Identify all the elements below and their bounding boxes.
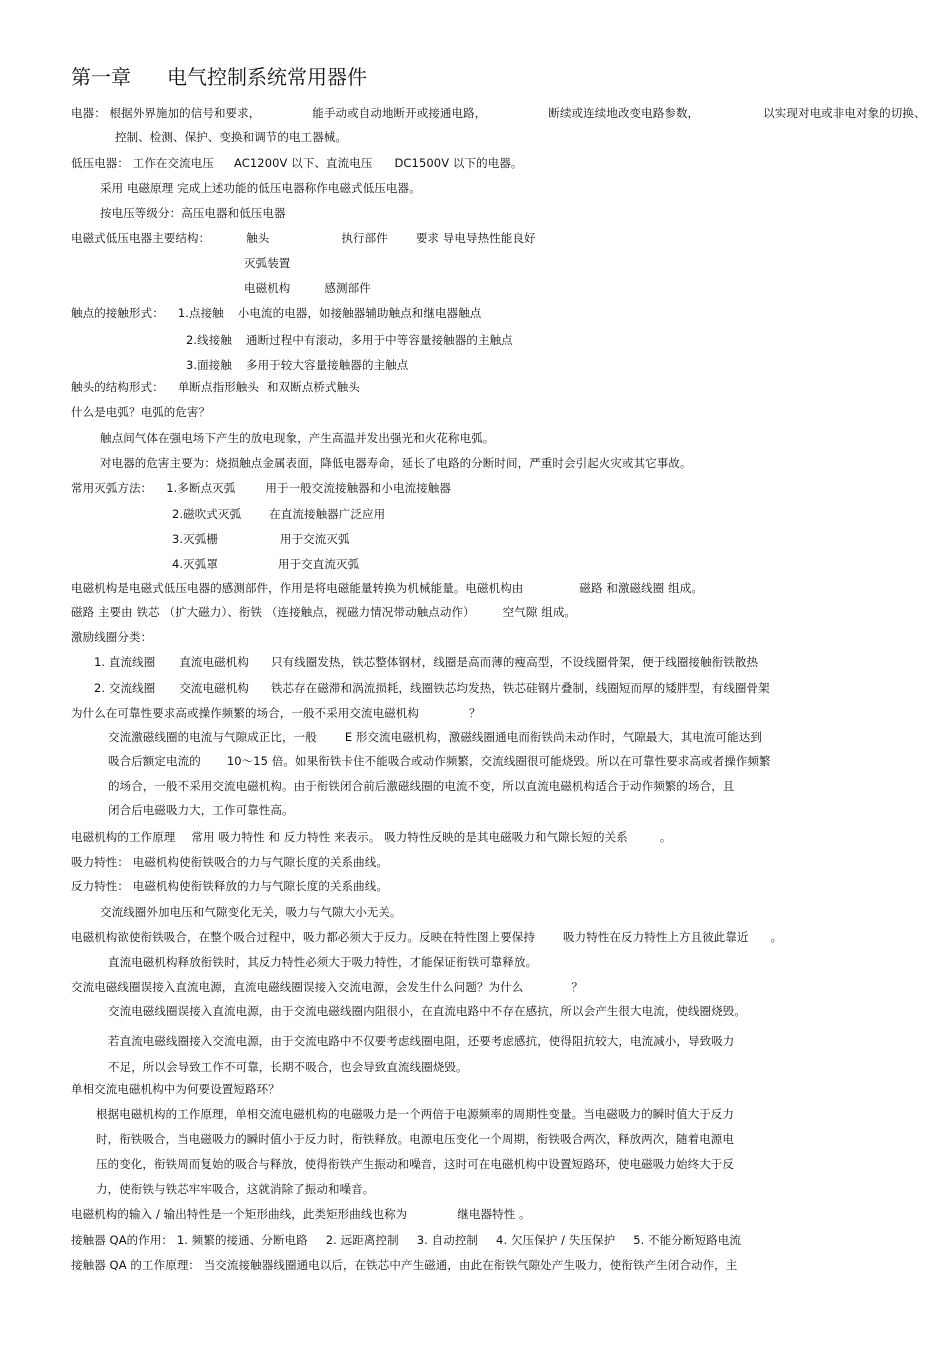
text-segment: 反力特性： 电磁机构使衔铁释放的力与气隙长度的关系曲线。 bbox=[71, 879, 388, 893]
text-segment: 触点间气体在强电场下产生的放电现象，产生高温并发出强光和火花称电弧。 bbox=[100, 431, 495, 445]
text-line bbox=[244, 280, 371, 296]
text-segment: 吸力特性在反力特性上方且彼此靠近 bbox=[563, 930, 749, 944]
chapter-number: 第一章 bbox=[71, 65, 131, 89]
text-segment: 不足，所以会导致工作不可靠，长期不吸合，也会导致直流线圈烧毁。 bbox=[108, 1060, 468, 1074]
text-line bbox=[71, 305, 481, 321]
text-segment: DC1500V 以下的电器。 bbox=[394, 156, 523, 170]
text-segment: 直流电磁机构释放衔铁时，其反力特性必须大于吸力特性，才能保证衔铁可靠释放。 bbox=[108, 955, 538, 969]
text-segment: 。 bbox=[659, 830, 672, 844]
text-segment: 3.灭弧栅 bbox=[172, 532, 218, 546]
text-line bbox=[71, 854, 388, 870]
text-segment: 压的变化，衔铁周而复始的吸合与释放，使得衔铁产生振动和噪音，这时可在电磁机构中设置短路环，使电磁吸力始终大于反 bbox=[96, 1157, 734, 1171]
text-segment: 2. 交流线圈 bbox=[94, 681, 156, 695]
text-segment: 用于交直流灭弧 bbox=[277, 557, 360, 571]
text-segment: 触点的接触形式： bbox=[71, 306, 164, 320]
text-segment: AC1200V 以下、直流电压 bbox=[233, 156, 373, 170]
text-segment: 继电器特性 。 bbox=[457, 1207, 531, 1221]
text-segment: 和双断点桥式触头 bbox=[267, 380, 360, 394]
text-segment: 交流激磁线圈的电流与气隙成正比，一般 bbox=[108, 730, 317, 744]
text-line bbox=[100, 904, 402, 920]
text-segment: 单断点指形触头 bbox=[177, 380, 260, 394]
text-line bbox=[71, 929, 782, 945]
text-segment: 根据电磁机构的工作原理，单相交流电磁机构的电磁吸力是一个两倍于电源频率的周期性变量。当电磁吸力的瞬时值大于反力 bbox=[96, 1107, 734, 1121]
text-segment: 在直流接触器广泛应用 bbox=[269, 507, 386, 521]
text-segment: 5. 不能分断短路电流 bbox=[633, 1233, 741, 1247]
text-line bbox=[71, 705, 481, 721]
text-segment: 单相交流电磁机构中为何要设置短路环？ bbox=[71, 1082, 280, 1096]
text-line bbox=[108, 778, 734, 794]
text-segment: 力，使衔铁与铁芯牢牢吸合，这就消除了振动和噪音。 bbox=[96, 1182, 375, 1196]
text-line bbox=[172, 531, 350, 547]
text-line bbox=[108, 1003, 746, 1019]
text-segment: 吸合后额定电流的 bbox=[108, 754, 201, 768]
text-segment: 铁芯存在磁滞和涡流损耗，线圈铁芯均发热，铁芯硅钢片叠制，线圈短而厚的矮胖型，有线圈骨架 bbox=[270, 681, 770, 695]
text-line bbox=[100, 205, 286, 221]
text-line bbox=[108, 729, 762, 745]
text-segment: 什么是电弧？电弧的危害？ bbox=[71, 405, 211, 419]
text-line bbox=[71, 1232, 741, 1248]
text-segment: 交流电磁线圈误接入直流电源，由于交流电磁线圈内阻很小，在直流电路中不存在感抗，所以会产生很大电流，使线圈烧毁。 bbox=[108, 1004, 746, 1018]
text-line bbox=[108, 1059, 468, 1075]
text-line bbox=[96, 1156, 734, 1172]
text-segment: 激励线圈分类： bbox=[71, 630, 153, 644]
text-line bbox=[100, 430, 494, 446]
text-line bbox=[94, 654, 758, 670]
text-segment: 触头的结构形式： bbox=[71, 380, 164, 394]
text-line bbox=[108, 954, 537, 970]
text-segment: 能手动或自动地断开或接通电路， bbox=[312, 106, 487, 120]
text-segment: 吸力特性： 电磁机构使衔铁吸合的力与气隙长度的关系曲线。 bbox=[71, 855, 388, 869]
text-segment: 多用于较大容量接触器的主触点 bbox=[245, 358, 409, 372]
text-line bbox=[71, 1206, 531, 1222]
text-line bbox=[94, 680, 770, 696]
text-segment: 2. 远距离控制 bbox=[325, 1233, 399, 1247]
text-segment: 电磁机构 bbox=[244, 281, 291, 295]
text-line bbox=[71, 580, 703, 596]
chapter-name: 电气控制系统常用器件 bbox=[167, 65, 367, 89]
text-segment: 10～15 倍。如果衔铁卡住不能吸合或动作频繁，交流线圈很可能烧毁。所以在可靠性要求高或者操作频繁 bbox=[226, 754, 771, 768]
text-segment: 只有线圈发热，铁芯整体钢材，线圈是高而薄的瘦高型，不设线圈骨架，便于线圈接触衔铁散热 bbox=[270, 655, 759, 669]
text-line bbox=[71, 829, 671, 845]
text-segment: 触头 bbox=[246, 231, 270, 245]
text-segment: 用于一般交流接触器和小电流接触器 bbox=[265, 481, 451, 495]
text-segment: 执行部件 bbox=[341, 231, 388, 245]
text-segment: 交流电磁线圈误接入直流电源，直流电磁线圈误接入交流电源，会发生什么问题？为什么 bbox=[71, 980, 524, 994]
text-line bbox=[186, 357, 408, 373]
text-segment: 电器： 根据外界施加的信号和要求， bbox=[71, 106, 261, 120]
text-segment: 电磁机构是电磁式低压电器的感测部件，作用是将电磁能量转换为机械能量。电磁机构由 bbox=[71, 581, 524, 595]
text-line bbox=[71, 629, 152, 645]
text-segment: 3.面接触 bbox=[186, 358, 232, 372]
text-segment: 用于交流灭弧 bbox=[279, 532, 350, 546]
text-segment: 的场合，一般不采用交流电磁机构。由于衔铁闭合前后激磁线圈的电流不变，所以直流电磁机构适合于动作频繁的场合，且 bbox=[108, 779, 735, 793]
page-title bbox=[71, 64, 367, 90]
text-line bbox=[172, 556, 359, 572]
text-line bbox=[71, 155, 523, 171]
text-line bbox=[100, 180, 421, 196]
text-segment: 4.灭弧罩 bbox=[172, 557, 218, 571]
text-segment: 空气隙 组成。 bbox=[502, 605, 577, 619]
text-segment: 2.磁吹式灭弧 bbox=[172, 507, 242, 521]
text-segment: 感测部件 bbox=[324, 281, 371, 295]
text-line bbox=[186, 332, 513, 348]
text-segment: 为什么在可靠性要求高或操作频繁的场合，一般不采用交流电磁机构 bbox=[71, 706, 419, 720]
text-line bbox=[71, 105, 926, 121]
text-segment: 磁路 和激磁线圈 组成。 bbox=[579, 581, 703, 595]
text-line bbox=[71, 979, 583, 995]
text-line bbox=[71, 379, 360, 395]
text-line bbox=[244, 255, 290, 271]
text-segment: 对电器的危害主要为：烧损触点金属表面，降低电器寿命，延长了电路的分断时间，严重时会引起火灾或其它事故。 bbox=[100, 456, 692, 470]
text-line bbox=[71, 480, 451, 496]
text-segment: 4. 欠压保护 / 失压保护 bbox=[496, 1233, 616, 1247]
text-segment: 交流线圈外加电压和气隙变化无关，吸力与气隙大小无关。 bbox=[100, 905, 402, 919]
text-segment: 通断过程中有滚动，多用于中等容量接触器的主触点 bbox=[245, 333, 513, 347]
text-segment: 3. 自动控制 bbox=[416, 1233, 479, 1247]
text-segment: 电磁机构欲使衔铁吸合，在整个吸合过程中，吸力都必须大于反力。反映在特性图上要保持 bbox=[71, 930, 535, 944]
text-segment: 交流电磁机构 bbox=[179, 681, 249, 695]
text-line bbox=[108, 753, 771, 769]
text-line bbox=[100, 455, 692, 471]
text-segment: E 形交流电磁机构，激磁线圈通电而衔铁尚未动作时，气隙最大，其电流可能达到 bbox=[344, 730, 762, 744]
text-segment: 以实现对电或非电对象的切换、 bbox=[763, 106, 926, 120]
text-segment: 灭弧装置 bbox=[244, 256, 291, 270]
text-segment: 电磁式低压电器主要结构： bbox=[71, 231, 211, 245]
text-segment: 按电压等级分：高压电器和低压电器 bbox=[100, 206, 286, 220]
text-segment: 1. 直流线圈 bbox=[94, 655, 156, 669]
text-line bbox=[71, 604, 576, 620]
text-line bbox=[108, 1033, 734, 1049]
text-segment: 常用 吸力特性 和 反力特性 来表示。 吸力特性反映的是其电磁吸力和气隙长短的关系 bbox=[191, 830, 628, 844]
text-line bbox=[172, 506, 385, 522]
text-line bbox=[71, 1081, 280, 1097]
text-segment: 直流电磁机构 bbox=[179, 655, 249, 669]
text-segment: 接触器 QA的作用： 1. 频繁的接通、分断电路 bbox=[71, 1233, 308, 1247]
text-line bbox=[71, 878, 388, 894]
text-segment: 小电流的电器，如接触器辅助触点和继电器触点 bbox=[237, 306, 482, 320]
text-segment: 低压电器： 工作在交流电压 bbox=[71, 156, 214, 170]
text-segment: 闭合后电磁吸力大，工作可靠性高。 bbox=[108, 803, 294, 817]
text-segment: 。 bbox=[770, 930, 783, 944]
text-segment: 时，衔铁吸合，当电磁吸力的瞬时值小于反力时，衔铁释放。电源电压变化一个周期，衔铁吸合两次，释放两次，随着电源电 bbox=[96, 1132, 734, 1146]
text-line bbox=[71, 404, 210, 420]
text-segment: 1.点接触 bbox=[177, 306, 224, 320]
text-segment: 1.多断点灭弧 bbox=[166, 481, 236, 495]
text-segment: ？ bbox=[571, 980, 584, 994]
text-line bbox=[96, 1106, 734, 1122]
text-segment: 控制、检测、保护、变换和调节的电工器械。 bbox=[115, 130, 347, 144]
text-segment: 若直流电磁线圈接入交流电源，由于交流电路中不仅要考虑线圈电阻，还要考虑感抗，使得阻抗较大，电流减小，导致吸力 bbox=[108, 1034, 735, 1048]
text-segment: 2.线接触 bbox=[186, 333, 232, 347]
text-segment: 要求 导电导热性能良好 bbox=[415, 231, 536, 245]
text-line bbox=[96, 1131, 734, 1147]
text-segment: 电磁机构的输入 / 输出特性是一个矩形曲线，此类矩形曲线也称为 bbox=[71, 1207, 408, 1221]
text-line bbox=[108, 802, 294, 818]
text-line bbox=[115, 129, 347, 145]
text-segment: 接触器 QA 的工作原理： 当交流接触器线圈通电以后，在铁芯中产生磁通，由此在衔铁气隙处产生吸力，使衔铁产生闭合动作，主 bbox=[71, 1258, 738, 1272]
text-segment: 采用 电磁原理 完成上述功能的低压电器称作电磁式低压电器。 bbox=[100, 181, 421, 195]
text-segment: 常用灭弧方法： bbox=[71, 481, 153, 495]
text-segment: 电磁机构的工作原理 bbox=[71, 830, 176, 844]
text-segment: 断续或连续地改变电路参数， bbox=[548, 106, 700, 120]
text-segment: ？ bbox=[469, 706, 481, 720]
text-line bbox=[71, 1257, 737, 1273]
text-line bbox=[96, 1181, 374, 1197]
text-segment: 磁路 主要由 铁芯 （扩大磁力）、衔铁 （连接触点，视磁力情况带动触点动作） bbox=[71, 605, 475, 619]
text-line bbox=[71, 230, 536, 246]
